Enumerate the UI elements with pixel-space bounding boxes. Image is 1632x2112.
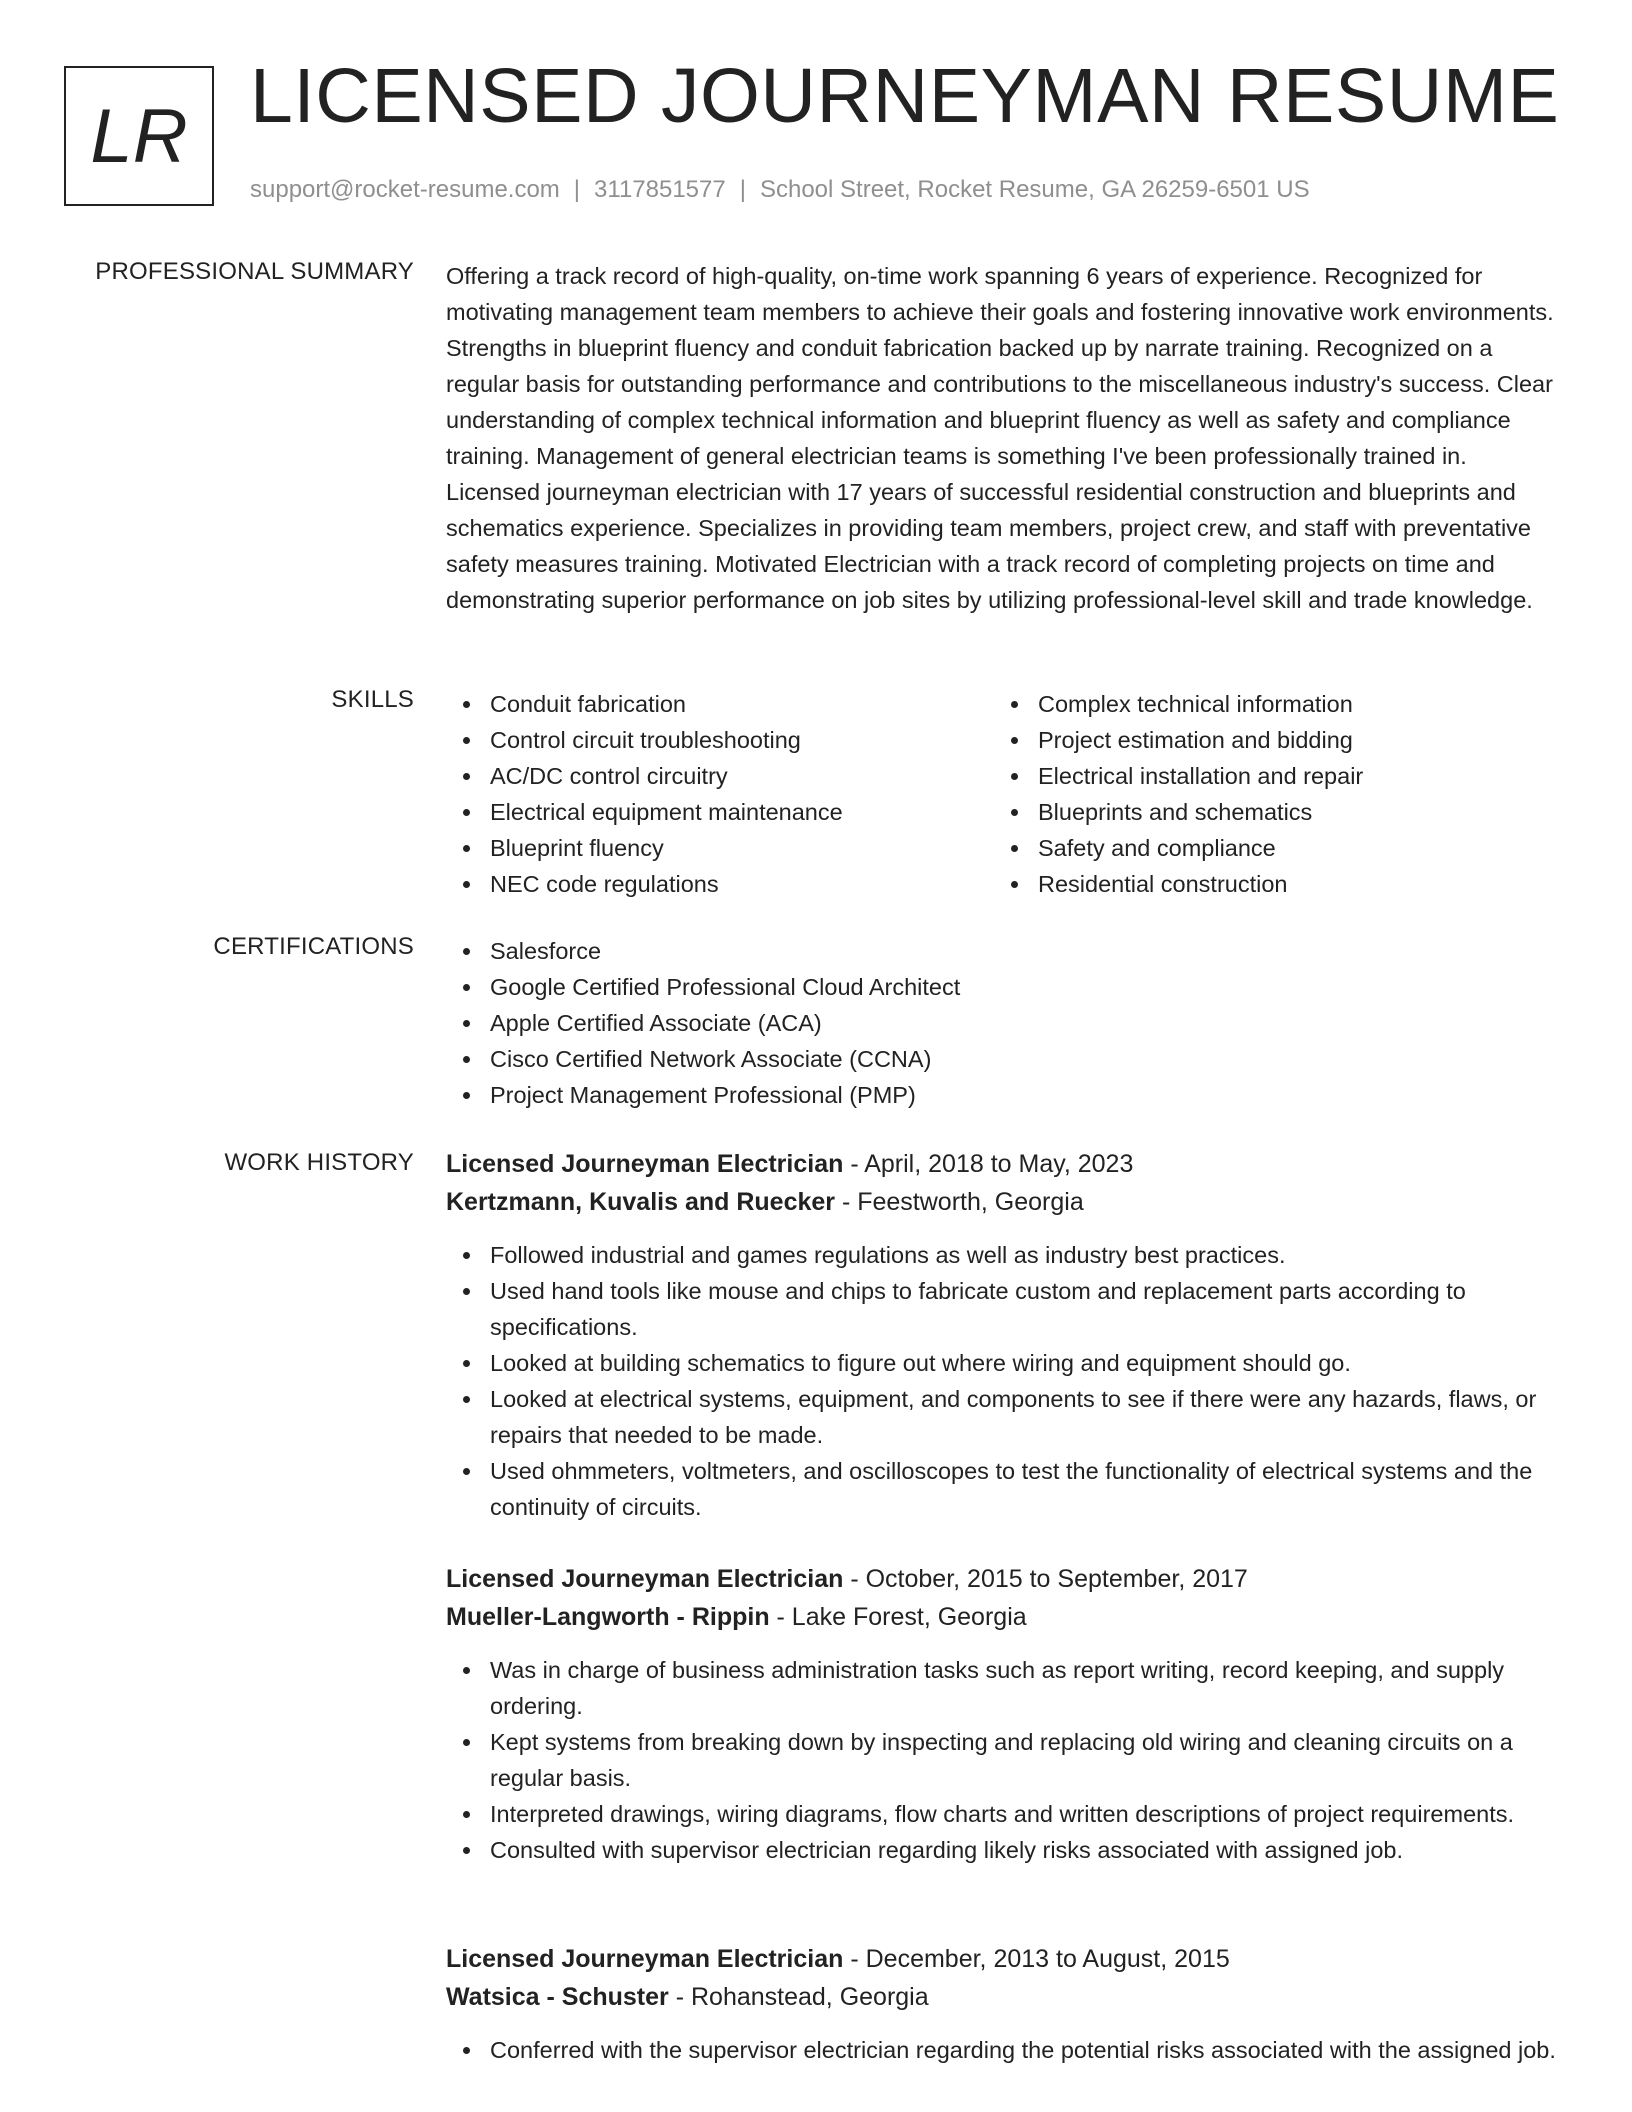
job-title: Licensed Journeyman Electrician: [446, 1565, 844, 1593]
skill-item: Blueprint fluency: [446, 830, 994, 866]
contact-address: School Street, Rocket Resume, GA 26259-6501 US: [759, 176, 1310, 203]
skills-heading: SKILLS: [331, 686, 414, 713]
skills-column-right: [994, 686, 1542, 902]
page-title: LICENSED JOURNEYMAN RESUME: [250, 53, 1560, 139]
job-company: Kertzmann, Kuvalis and Ruecker: [446, 1188, 836, 1216]
contact-phone[interactable]: 3117851577: [594, 176, 726, 203]
certification-item: Project Management Professional (PMP): [446, 1077, 1566, 1113]
job-duty: Consulted with supervisor electrician regarding likely risks associated with assigned job.: [446, 1832, 1566, 1868]
contact-separator: |: [573, 176, 581, 203]
job-duties: [446, 1652, 1566, 1868]
job-duties: [446, 2032, 1566, 2068]
job-duty: Interpreted drawings, wiring diagrams, flow charts and written descriptions of project requirements.: [446, 1796, 1566, 1832]
skill-item: AC/DC control circuitry: [446, 758, 994, 794]
certification-item: Cisco Certified Network Associate (CCNA): [446, 1041, 1566, 1077]
contact-separator: |: [739, 176, 746, 203]
skill-item: Electrical installation and repair: [994, 758, 1542, 794]
skill-item: Electrical equipment maintenance: [446, 794, 994, 830]
job-duty: Used ohmmeters, voltmeters, and oscilloscopes to test the functionality of electrical systems and the continuity of circuits.: [446, 1453, 1566, 1525]
job-duties: [446, 1237, 1566, 1525]
skill-item: Residential construction: [994, 866, 1542, 902]
job-company-line: [446, 1183, 1566, 1221]
skill-item: NEC code regulations: [446, 866, 994, 902]
job-title-line: [446, 1145, 1566, 1183]
job-dates: - October, 2015 to September, 2017: [843, 1565, 1248, 1593]
job-duty: Followed industrial and games regulations as well as industry best practices.: [446, 1237, 1566, 1273]
job-dates: - December, 2013 to August, 2015: [843, 1945, 1230, 1973]
certification-item: Salesforce: [446, 933, 1566, 969]
certifications-heading: CERTIFICATIONS: [213, 933, 414, 960]
certification-item: Apple Certified Associate (ACA): [446, 1005, 1566, 1041]
job-entry: [446, 1560, 1566, 1868]
certifications-list: [446, 933, 1566, 1113]
job-company: Mueller-Langworth - Rippin: [446, 1603, 770, 1631]
job-title-line: [446, 1560, 1566, 1598]
job-company-line: [446, 1978, 1566, 2016]
contact-line: [250, 176, 1310, 204]
work-history-heading: WORK HISTORY: [224, 1149, 414, 1176]
skills-list: [446, 686, 1566, 902]
monogram: LR: [64, 66, 214, 206]
job-company-line: [446, 1598, 1566, 1636]
contact-email[interactable]: support@rocket-resume.com: [250, 176, 560, 203]
job-title: Licensed Journeyman Electrician: [446, 1945, 844, 1973]
skill-item: Complex technical information: [994, 686, 1542, 722]
job-entry: [446, 1145, 1566, 1525]
job-title-line: [446, 1940, 1566, 1978]
job-duty: Looked at electrical systems, equipment, and components to see if there were any hazards, flaws, or repairs that needed to be made.: [446, 1381, 1566, 1453]
summary-heading: PROFESSIONAL SUMMARY: [95, 258, 414, 285]
job-location: - Lake Forest, Georgia: [769, 1603, 1027, 1631]
job-title: Licensed Journeyman Electrician: [446, 1150, 844, 1178]
skill-item: Safety and compliance: [994, 830, 1542, 866]
skill-item: Control circuit troubleshooting: [446, 722, 994, 758]
skill-item: Conduit fabrication: [446, 686, 994, 722]
job-company: Watsica - Schuster: [446, 1983, 669, 2011]
job-duty: Was in charge of business administration tasks such as report writing, record keeping, and supply ordering.: [446, 1652, 1566, 1724]
skill-item: Project estimation and bidding: [994, 722, 1542, 758]
job-dates: - April, 2018 to May, 2023: [843, 1150, 1134, 1178]
job-entry: [446, 1940, 1566, 2068]
certification-item: Google Certified Professional Cloud Architect: [446, 969, 1566, 1005]
job-location: - Feestworth, Georgia: [835, 1188, 1084, 1216]
summary-text: Offering a track record of high-quality, on-time work spanning 6 years of experience. Recognized for motivating management team members to achieve their goals and fostering innovative work environments. Strengths in blueprint fluency and conduit fabrication backed up by narrate training. Recognized on a regular basis for outstanding performance and contributions to the miscellaneous industry's success. Clear understanding of complex technical information and blueprint fluency as well as safety and compliance training. Management of general electrician teams is something I've been professionally trained in. Licensed journeyman electrician with 17 years of successful residential construction and blueprints and schematics experience. Specializes in providing team members, project crew, and staff with preventative safety measures training. Motivated Electrician with a track record of completing projects on time and demonstrating superior performance on job sites by utilizing professional-level skill and trade knowledge.: [446, 263, 1554, 613]
job-location: - Rohanstead, Georgia: [668, 1983, 929, 2011]
job-duty: Kept systems from breaking down by inspecting and replacing old wiring and cleaning circuits on a regular basis.: [446, 1724, 1566, 1796]
skill-item: Blueprints and schematics: [994, 794, 1542, 830]
job-duty: Used hand tools like mouse and chips to fabricate custom and replacement parts according to specifications.: [446, 1273, 1566, 1345]
job-duty: Looked at building schematics to figure out where wiring and equipment should go.: [446, 1345, 1566, 1381]
job-duty: Conferred with the supervisor electrician regarding the potential risks associated with the assigned job.: [446, 2032, 1566, 2068]
skills-column-left: [446, 686, 994, 902]
